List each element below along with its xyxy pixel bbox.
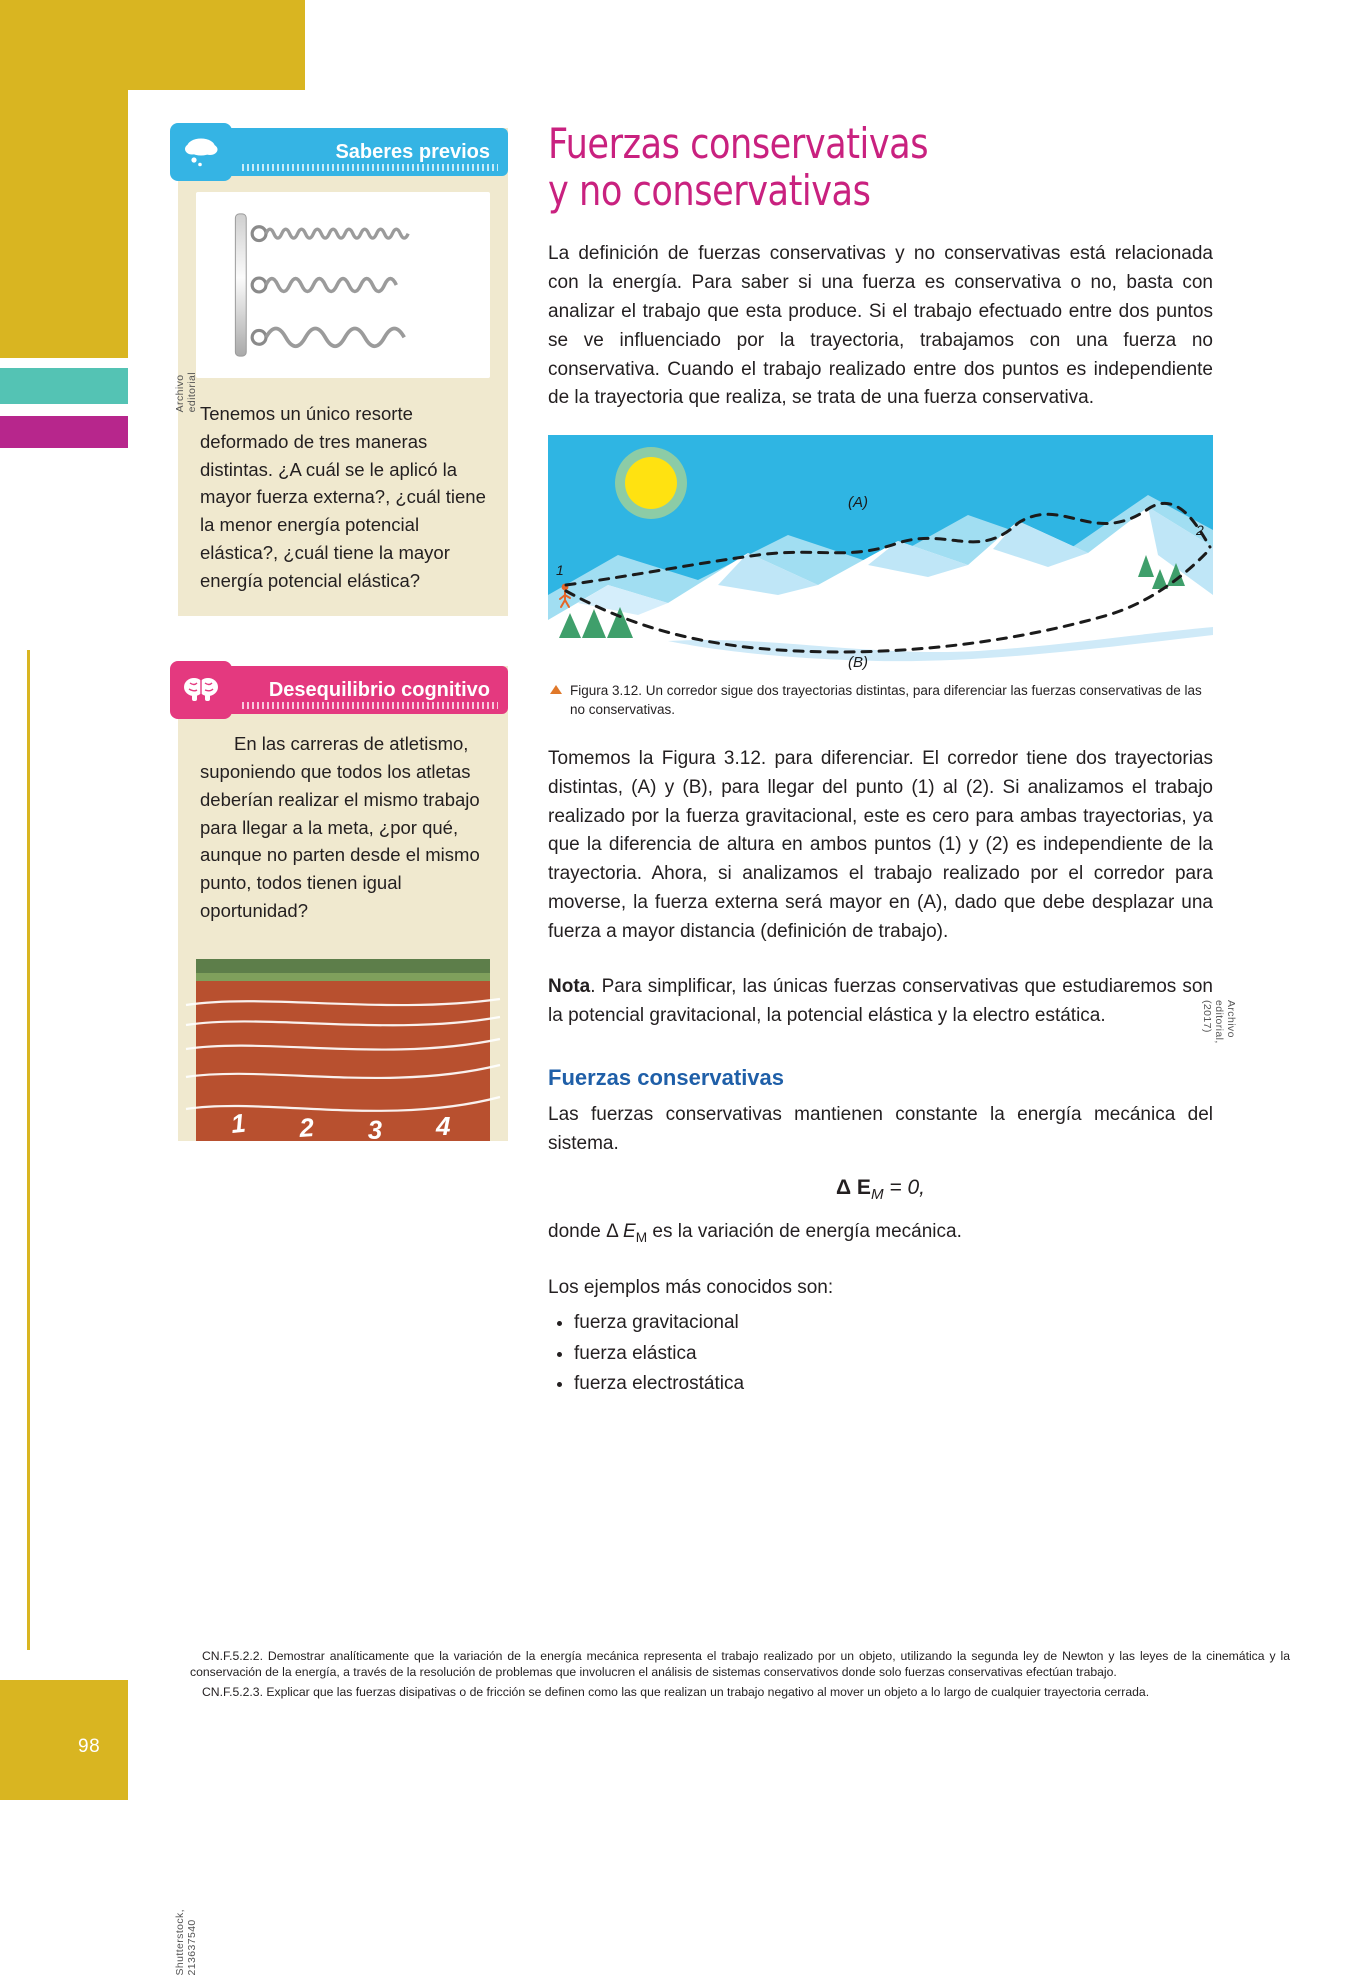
figure-caption bbox=[548, 682, 1213, 718]
curriculum-standards-footer bbox=[190, 1648, 1290, 1704]
track-photo-credit: Shutterstock, 213637540 bbox=[174, 1908, 198, 1975]
decor-yellow-block-tail bbox=[0, 90, 128, 358]
desequilibrio-cognitivo-box bbox=[174, 666, 508, 1975]
figure-caption-text: Figura 3.12. Un corredor sigue dos trayectorias distintas, para diferenciar las fuerzas conservativas de las no conservativas. bbox=[570, 683, 1202, 717]
saberes-previos-header bbox=[178, 128, 508, 176]
figure-credit: Archivo editorial, (2017) bbox=[1201, 1000, 1237, 1045]
paragraph-intro: La definición de fuerzas conservativas y no conservativas está relacionada con la energía. Para saber si una fuerza es conservativa o no, basta con analizar el trabajo que esta produce. Si el trabajo efectuado entre dos puntos se ve influenciado por la trayectoria, trabajamos con una fuerza no conservativa. Cuando el trabajo realizado entre dos puntos es independiente de la trayectoria que realiza, se trata de una fuerza conservativa. bbox=[548, 243, 1213, 409]
desequilibrio-text: En las carreras de atletismo, suponiendo que todos los atletas deberían realizar el mismo trabajo para llegar a la meta, ¿por qué, aunque no parten desde el mismo punto, todos tienen igual oportunidad? bbox=[200, 733, 480, 921]
list-item: • fuerza elástica bbox=[574, 1340, 1213, 1369]
formula-subscript: M bbox=[870, 1186, 884, 1204]
page-number-block bbox=[0, 1680, 128, 1800]
sidebar bbox=[174, 128, 508, 1975]
formula-explanation bbox=[548, 1218, 1213, 1249]
page-title-line2: y no conservativas bbox=[548, 166, 871, 216]
formula-delta-em bbox=[548, 1176, 1213, 1203]
decor-teal-bar bbox=[0, 368, 128, 404]
svg-text:(B): (B) bbox=[848, 654, 868, 672]
formula-rest: = 0, bbox=[883, 1176, 925, 1200]
svg-text:(A): (A) bbox=[848, 494, 868, 512]
section-subtitle: Fuerzas conservativas bbox=[548, 1064, 785, 1090]
saberes-previos-title: Saberes previos bbox=[335, 140, 490, 163]
header-squiggle bbox=[242, 164, 498, 171]
header-squiggle bbox=[242, 702, 498, 709]
saberes-previos-text: Tenemos un único resorte deformado de tres maneras distintas. ¿A cuál se le aplicó la mayor fuerza externa?, ¿cuál tiene la menor energía potencial elástica?, ¿cuál tiene la mayor energía potencial elástica? bbox=[200, 403, 486, 591]
svg-text:3: 3 bbox=[367, 1114, 383, 1145]
svg-text:4: 4 bbox=[436, 1110, 451, 1141]
svg-text:2: 2 bbox=[1196, 522, 1204, 539]
formula-explanation-sub: M bbox=[635, 1229, 648, 1245]
brain-icon bbox=[170, 661, 232, 719]
decor-magenta-bar bbox=[0, 416, 128, 448]
main-column bbox=[548, 119, 1237, 1401]
running-track-photo bbox=[174, 959, 490, 1975]
list-item: • fuerza electrostática bbox=[574, 1370, 1213, 1399]
saberes-previos-box bbox=[174, 128, 508, 616]
examples-intro: Los ejemplos más conocidos son: bbox=[548, 1277, 834, 1299]
list-item: • fuerza gravitacional bbox=[574, 1309, 1213, 1338]
desequilibrio-title: Desequilibrio cognitivo bbox=[268, 678, 490, 701]
standard-item: CN.F.5.2.3. Explicar que las fuerzas disipativas o de fricción se definen como las que realizan un trabajo negativo al mover un objeto a lo largo de cualquier trayectoria cerrada. bbox=[202, 1685, 1150, 1700]
page-number: 98 bbox=[78, 1736, 101, 1757]
svg-text:2: 2 bbox=[298, 1111, 315, 1143]
note-label: Nota bbox=[548, 975, 591, 997]
spring-figure-credit: Archivo editorial bbox=[174, 371, 198, 413]
examples-list bbox=[548, 1309, 1213, 1399]
formula-explanation-post: es la variación de energía mecánica. bbox=[647, 1220, 962, 1242]
decor-left-rule bbox=[27, 650, 30, 1650]
figure-illustration bbox=[548, 435, 1213, 673]
paragraph-note bbox=[548, 973, 1213, 1031]
page-title-line1: Fuerzas conservativas bbox=[548, 119, 929, 168]
svg-text:1: 1 bbox=[229, 1107, 248, 1139]
svg-text:1: 1 bbox=[556, 562, 564, 579]
desequilibrio-header bbox=[178, 666, 508, 714]
cloud-idea-icon bbox=[170, 123, 232, 181]
paragraph-conservative: Las fuerzas conservativas mantienen constante la energía mecánica del sistema. bbox=[548, 1103, 1213, 1154]
paragraph-analysis: Tomemos la Figura 3.12. para diferenciar. El corredor tiene dos trayectorias distintas, (A) y (B), para llegar del punto (1) al (2). Si analizamos el trabajo realizado por la fuerza gravitacional, este es cero para ambas trayectorias, ya que la diferencia de altura en ambos puntos (1) y (2) es independiente de la trayectoria. Ahora, si analizamos el trabajo realizado por el corredor para moverse, la fuerza externa será mayor en (A), dado que debe desplazar una fuerza a mayor distancia (definición de trabajo). bbox=[548, 747, 1213, 942]
caption-triangle-icon bbox=[550, 685, 562, 694]
formula-main: Δ E bbox=[836, 1176, 871, 1200]
formula-explanation-pre: donde Δ bbox=[548, 1220, 624, 1242]
standard-item: CN.F.5.2.2. Demostrar analíticamente que la variación de la energía mecánica representa el trabajo realizado por un objeto, utilizando la segunda ley de Newton y las leyes de la cinemática y la conservación de la energía, a través de la resolución de problemas que involucren el análisis de sistemas conservativos donde solo fuerzas conservativas efectúan trabajo. bbox=[190, 1648, 1290, 1680]
page-title bbox=[548, 120, 1166, 214]
decor-yellow-block-top bbox=[0, 0, 305, 90]
formula-explanation-em: E bbox=[623, 1220, 636, 1242]
note-text: . Para simplificar, las únicas fuerzas conservativas que estudiaremos son la potencial gravitacional, la potencial elástica y la electro estática. bbox=[548, 975, 1213, 1026]
spring-figure bbox=[174, 192, 490, 413]
